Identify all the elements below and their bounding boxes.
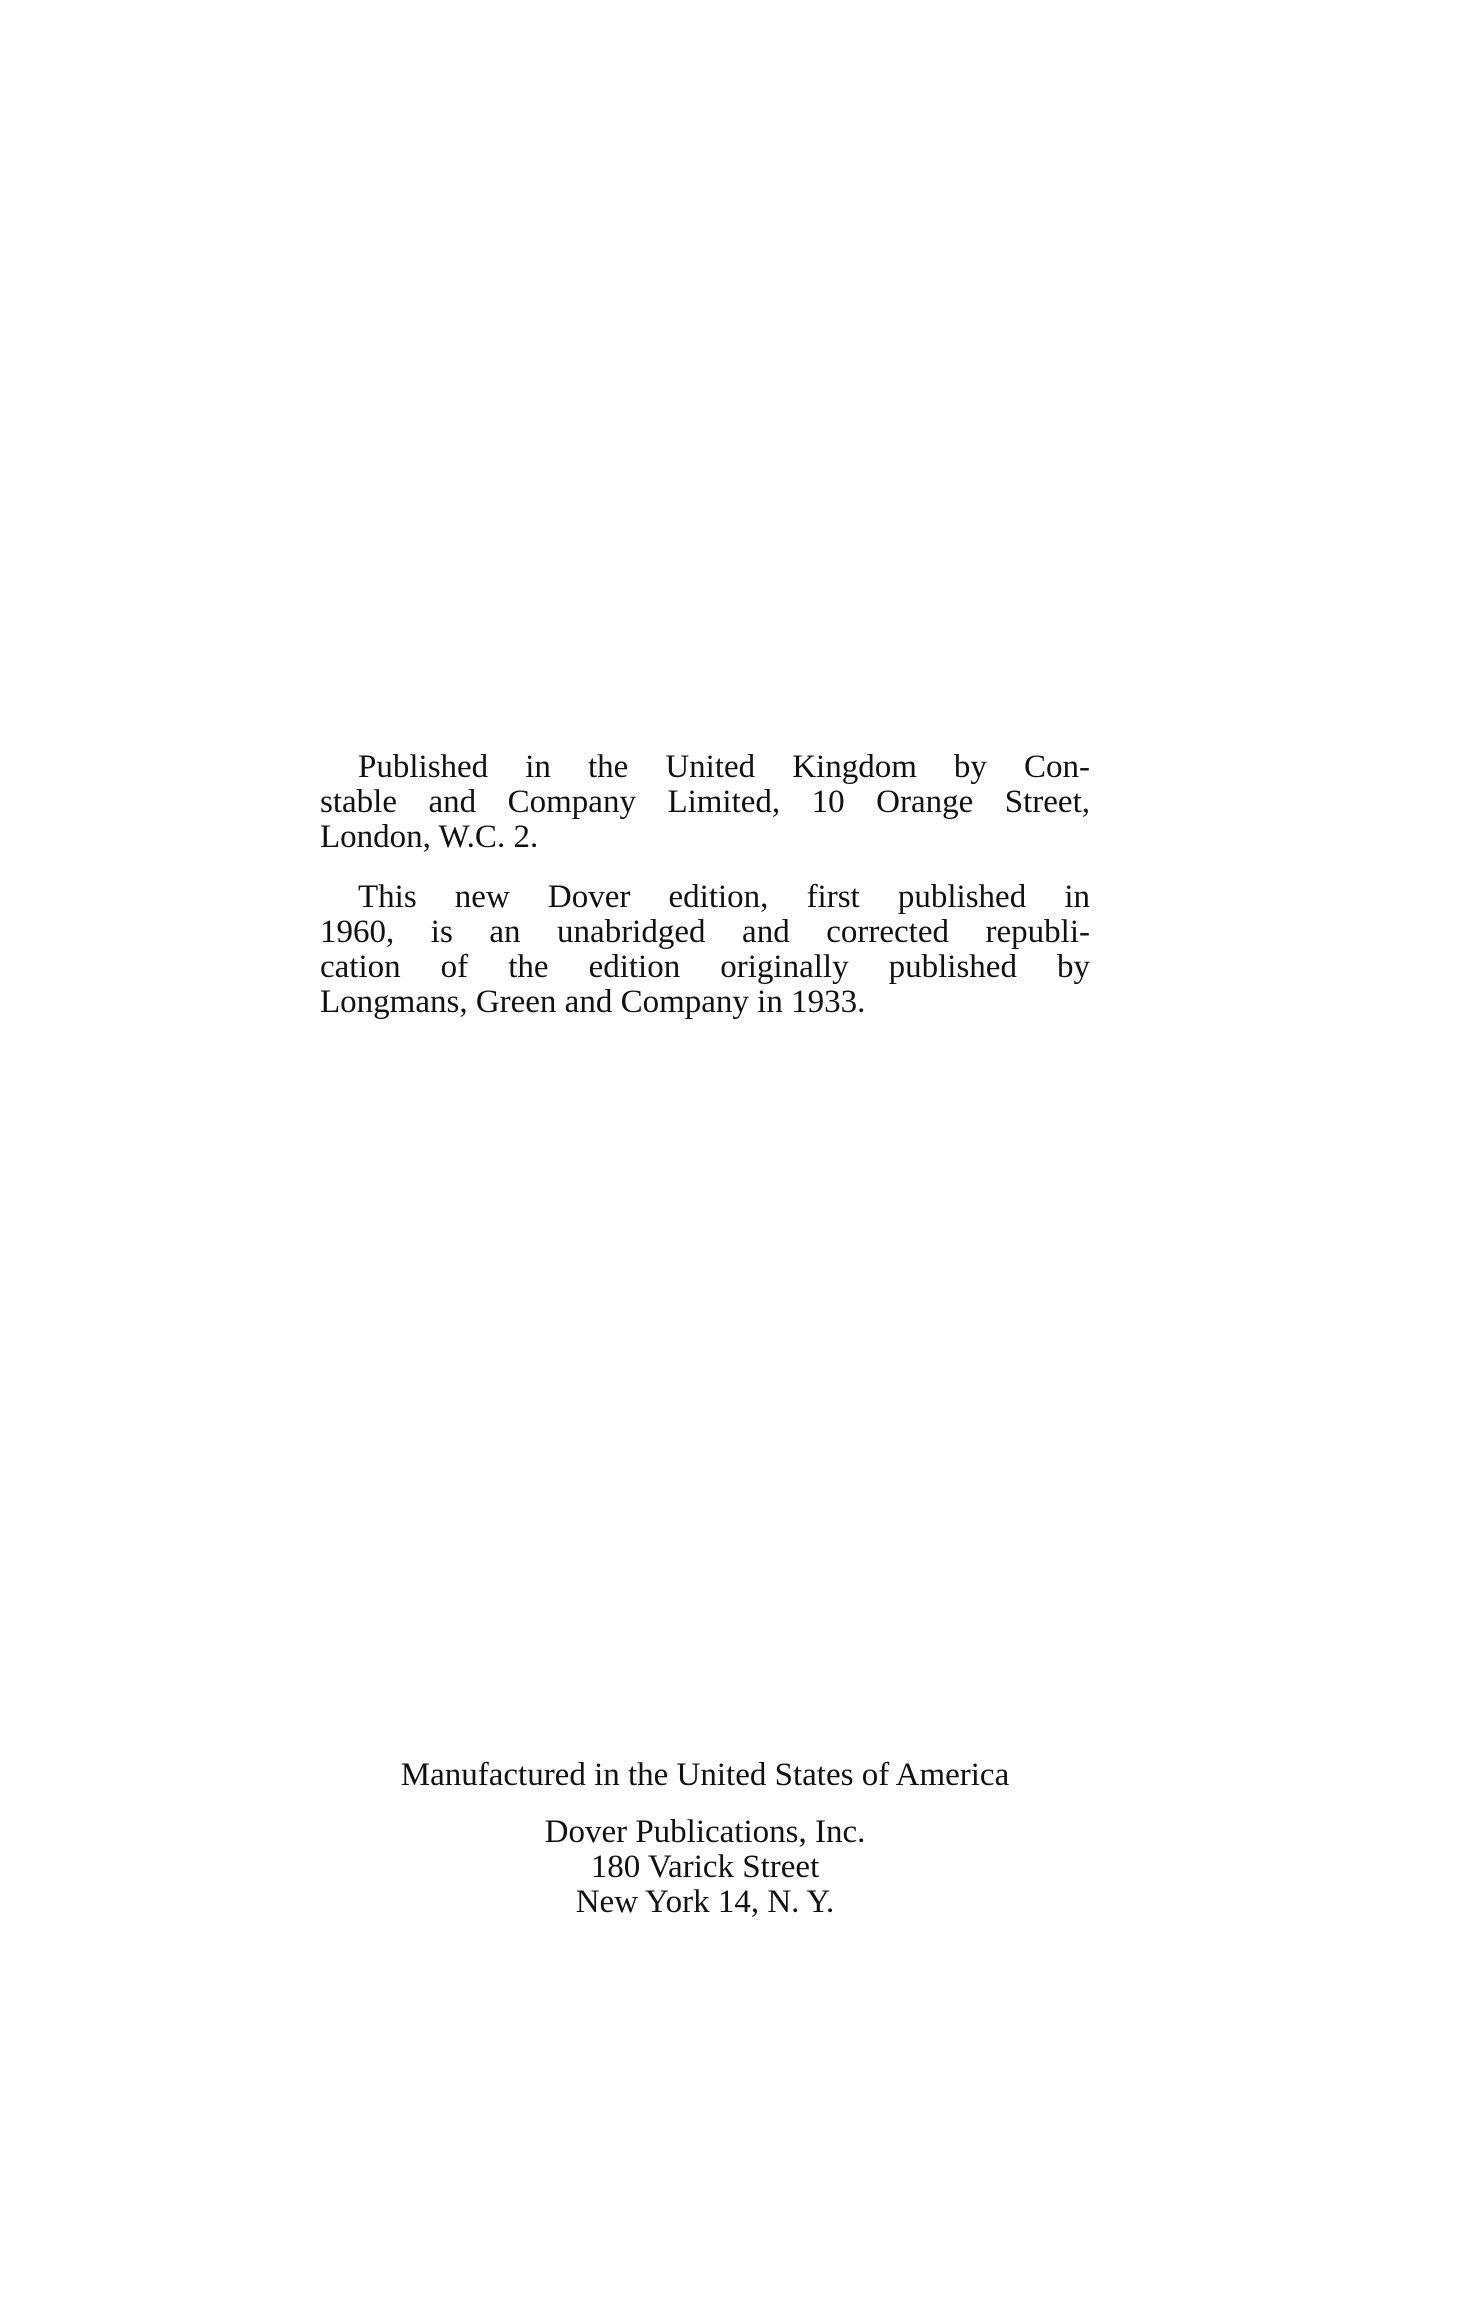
uk-publication-notice [320,750,1090,855]
uk-notice-line-2: stable and Company Limited, 10 Orange Street, [320,784,1090,820]
edition-notice [320,880,1090,1020]
uk-notice-line-1: Published in the United Kingdom by Con- [358,749,1090,785]
publisher-name: Dover Publications, Inc. [544,1814,866,1850]
publisher-address [318,1815,1092,1920]
uk-notice-line-3: London, W.C. 2. [320,819,539,855]
manufactured-notice: Manufactured in the United States of America [400,1757,1010,1793]
edition-notice-line-4: Longmans, Green and Company in 1933. [320,984,866,1020]
edition-notice-line-1: This new Dover edition, first published in [358,879,1090,915]
edition-notice-line-2: 1960, is an unabridged and corrected republi- [320,914,1090,950]
edition-notice-line-3: cation of the edition originally published by [320,949,1090,985]
publisher-street: 180 Varick Street [590,1849,820,1885]
publisher-city: New York 14, N. Y. [575,1884,835,1920]
